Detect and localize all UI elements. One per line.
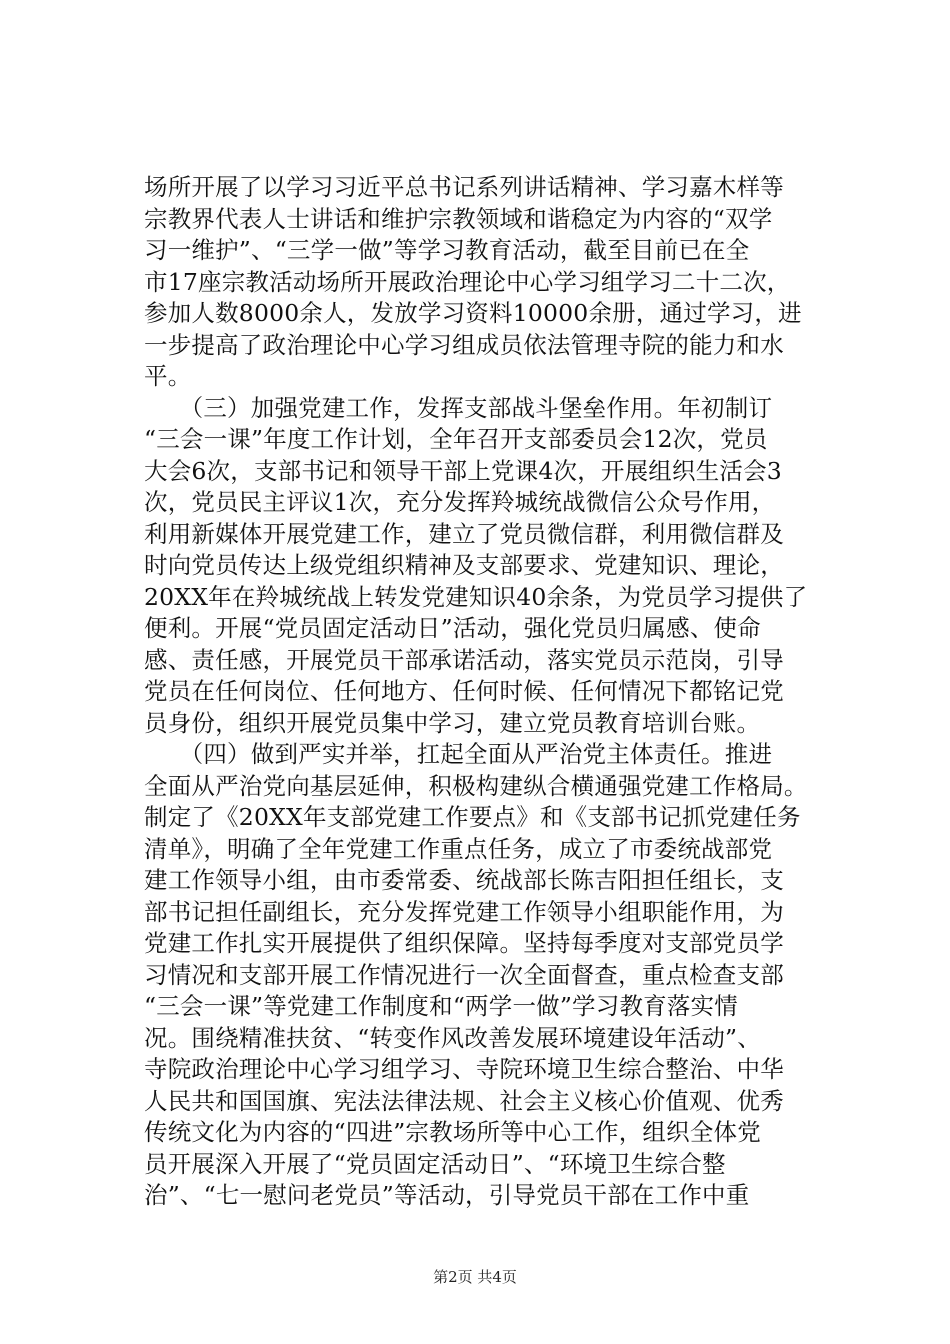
text-line: 员开展深入开展了“党员固定活动日”、“环境卫生综合整 [144, 1149, 726, 1178]
text-line: （三）加强党建工作，发挥支部战斗堡垒作用。年初制订 [144, 393, 773, 422]
text-line: 20XX年在羚城统战上转发党建知识40余条，为党员学习提供了 [144, 582, 808, 611]
text-line: 次，党员民主评议1次，充分发挥羚城统战微信公众号作用， [144, 488, 776, 516]
text-line: 况。围绕精准扶贫、“转变作风改善发展环境建设年活动”、 [144, 1023, 761, 1052]
text-line: 党建工作扎实开展提供了组织保障。坚持每季度对支部党员学 [144, 929, 784, 957]
text-line: 时向党员传达上级党组织精神及支部要求、党建知识、理论， [144, 551, 784, 579]
text-line: 感、责任感，开展党员干部承诺活动，落实党员示范岗，引导 [144, 645, 784, 674]
text-line: 便利。开展“党员固定活动日”活动，强化党员归属感、使命 [144, 614, 761, 642]
text-line: 员身份，组织开展党员集中学习，建立党员教育培训台账。 [144, 708, 761, 737]
page-footer: 第2页 共4页 [433, 1268, 517, 1286]
text-line: 寺院政治理论中心学习组学习、寺院环境卫生综合整治、中华 [144, 1055, 784, 1083]
text-line: 市17座宗教活动场所开展政治理论中心学习组学习二十二次， [144, 267, 791, 296]
text-line: 清单》，明确了全年党建工作重点任务，成立了市委统战部党 [144, 834, 773, 863]
text-line: 参加人数8000余人，发放学习资料10000余册，通过学习，进 [144, 299, 802, 327]
text-line: （四）做到严实并举，扛起全面从严治党主体责任。推进 [144, 740, 773, 768]
text-line: “三会一课”等党建工作制度和“两学一做”学习教育落实情 [144, 992, 738, 1020]
text-line: 治”、“七一慰问老党员”等活动，引导党员干部在工作中重 [144, 1181, 750, 1209]
text-line: 习情况和支部开展工作情况进行一次全面督查，重点检查支部 [144, 960, 784, 989]
text-line: 大会6次，支部书记和领导干部上党课4次，开展组织生活会3 [144, 456, 782, 485]
text-line: 宗教界代表人士讲话和维护宗教领域和谐稳定为内容的“双学 [144, 204, 773, 233]
text-line: 建工作领导小组，由市委常委、统战部长陈吉阳担任组长，支 [144, 866, 784, 894]
text-line: 人民共和国国旗、宪法法律法规、社会主义核心价值观、优秀 [144, 1086, 784, 1115]
text-line: 全面从严治党向基层延伸，积极构建纵合横通强党建工作格局。 [144, 771, 808, 800]
text-line: 党员在任何岗位、任何地方、任何时候、任何情况下都铭记党 [144, 677, 784, 705]
text-line: 场所开展了以学习习近平总书记系列讲话精神、学习嘉木样等 [144, 173, 784, 201]
text-line: 利用新媒体开展党建工作，建立了党员微信群，利用微信群及 [144, 519, 784, 548]
text-line: 部书记担任副组长，充分发挥党建工作领导小组职能作用，为 [144, 897, 784, 926]
text-line: 一步提高了政治理论中心学习组成员依法管理寺院的能力和水 [144, 330, 784, 359]
text-line: 习一维护”、“三学一做”等学习教育活动，截至目前已在全 [144, 236, 750, 264]
body-text [144, 172, 844, 1212]
text-line: 传统文化为内容的“四进”宗教场所等中心工作，组织全体党 [144, 1118, 761, 1146]
text-line: “三会一课”年度工作计划，全年召开支部委员会12次，党员 [144, 425, 768, 453]
text-line: 制定了《20XX年支部党建工作要点》和《支部书记抓党建任务 [144, 803, 801, 831]
text-line: 平。 [144, 362, 192, 390]
